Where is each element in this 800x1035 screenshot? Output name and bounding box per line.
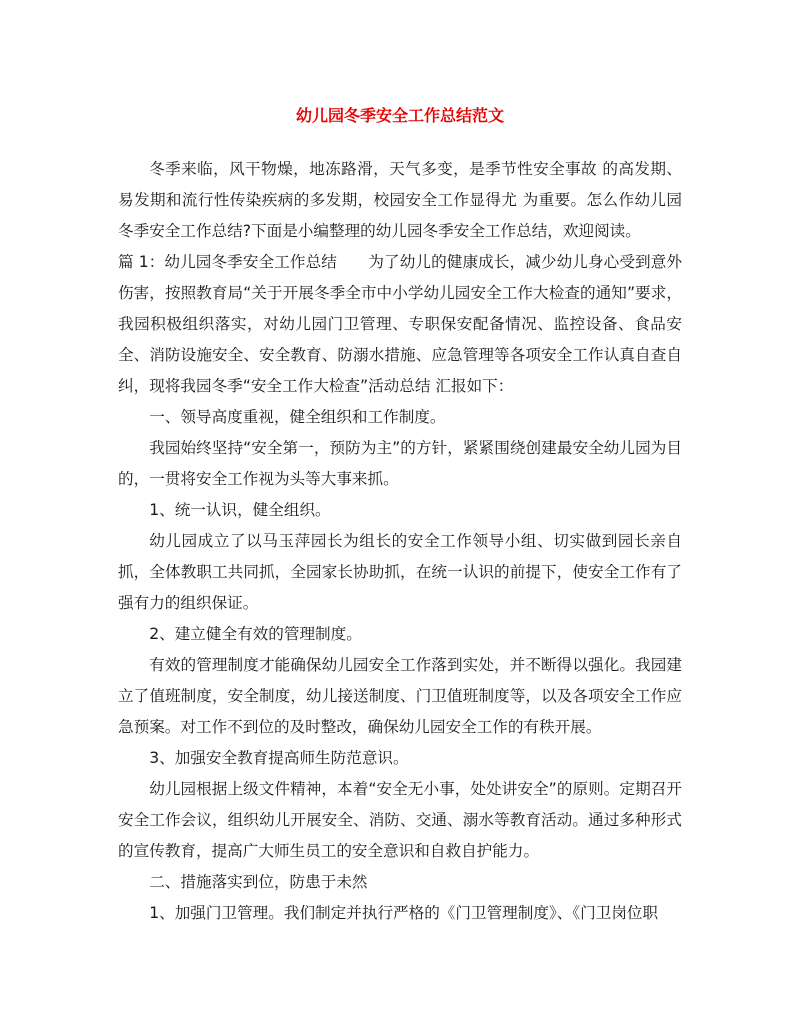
paragraph-section-1: 篇 1：幼儿园冬季安全工作总结 为了幼儿的健康成长，减少幼儿身心受到意外伤害，按照教育局“关于开展冬季全市中小学幼儿园安全工作大检查的通知”要求，我园积极组织落实，对幼儿园门卫管理、专职保安配备情况、监控设备、食品安全、消防设施安全、安全教育、防溺水措施、应急管理等各项安全工作认真自查自纠，现将我园冬季“安全工作大检查”活动总结 汇报如下：	[118, 253, 682, 395]
heading-rules: 2、建立健全有效的管理制度。	[149, 625, 362, 643]
paragraph-rules: 有效的管理制度才能确保幼儿园安全工作落到实处，并不断得以强化。我园建立了值班制度，安全制度，幼儿接送制度、门卫值班制度等，以及各项安全工作应急预案。对工作不到位的及时整改，确保幼儿园安全工作的有秩开展。	[118, 656, 682, 736]
heading-unify: 1、统一认识，健全组织。	[149, 501, 331, 519]
document-title: 幼儿园冬季安全工作总结范文	[295, 106, 504, 125]
paragraph-intro: 冬季来临，风干物燥，地冻路滑，天气多变，是季节性安全事故 的高发期、易发期和流行性传染疾病的多发期，校园安全工作显得尤 为重要。怎么作幼儿园冬季安全工作总结?下面是小编整理的幼儿园冬季安全工作总结，欢迎阅读。	[118, 160, 682, 240]
heading-leadership: 一、领导高度重视，健全组织和工作制度。	[149, 408, 446, 426]
paragraph-education: 幼儿园根据上级文件精神，本着“安全无小事，处处讲安全”的原则。定期召开安全工作会议，组织幼儿开展安全、消防、交通、溺水等教育活动。通过多种形式的宣传教育，提高广大师生员工的安全意识和自救自护能力。	[118, 780, 682, 860]
paragraph-team: 幼儿园成立了以马玉萍园长为组长的安全工作领导小组、切实做到园长亲自抓，全体教职工共同抓，全园家长协助抓，在统一认识的前提下，使安全工作有了强有力的组织保证。	[118, 532, 682, 612]
document-body	[118, 154, 682, 929]
paragraph-policy: 我园始终坚持“安全第一，预防为主”的方针，紧紧围绕创建最安全幼儿园为目的，一贯将安全工作视为头等大事来抓。	[118, 439, 682, 488]
heading-education: 3、加强安全教育提高师生防范意识。	[149, 749, 409, 767]
paragraph-gate: 1、加强门卫管理。我们制定并执行严格的《门卫管理制度》、《门卫岗位职	[149, 904, 659, 922]
heading-measures: 二、措施落实到位，防患于未然	[149, 873, 368, 891]
